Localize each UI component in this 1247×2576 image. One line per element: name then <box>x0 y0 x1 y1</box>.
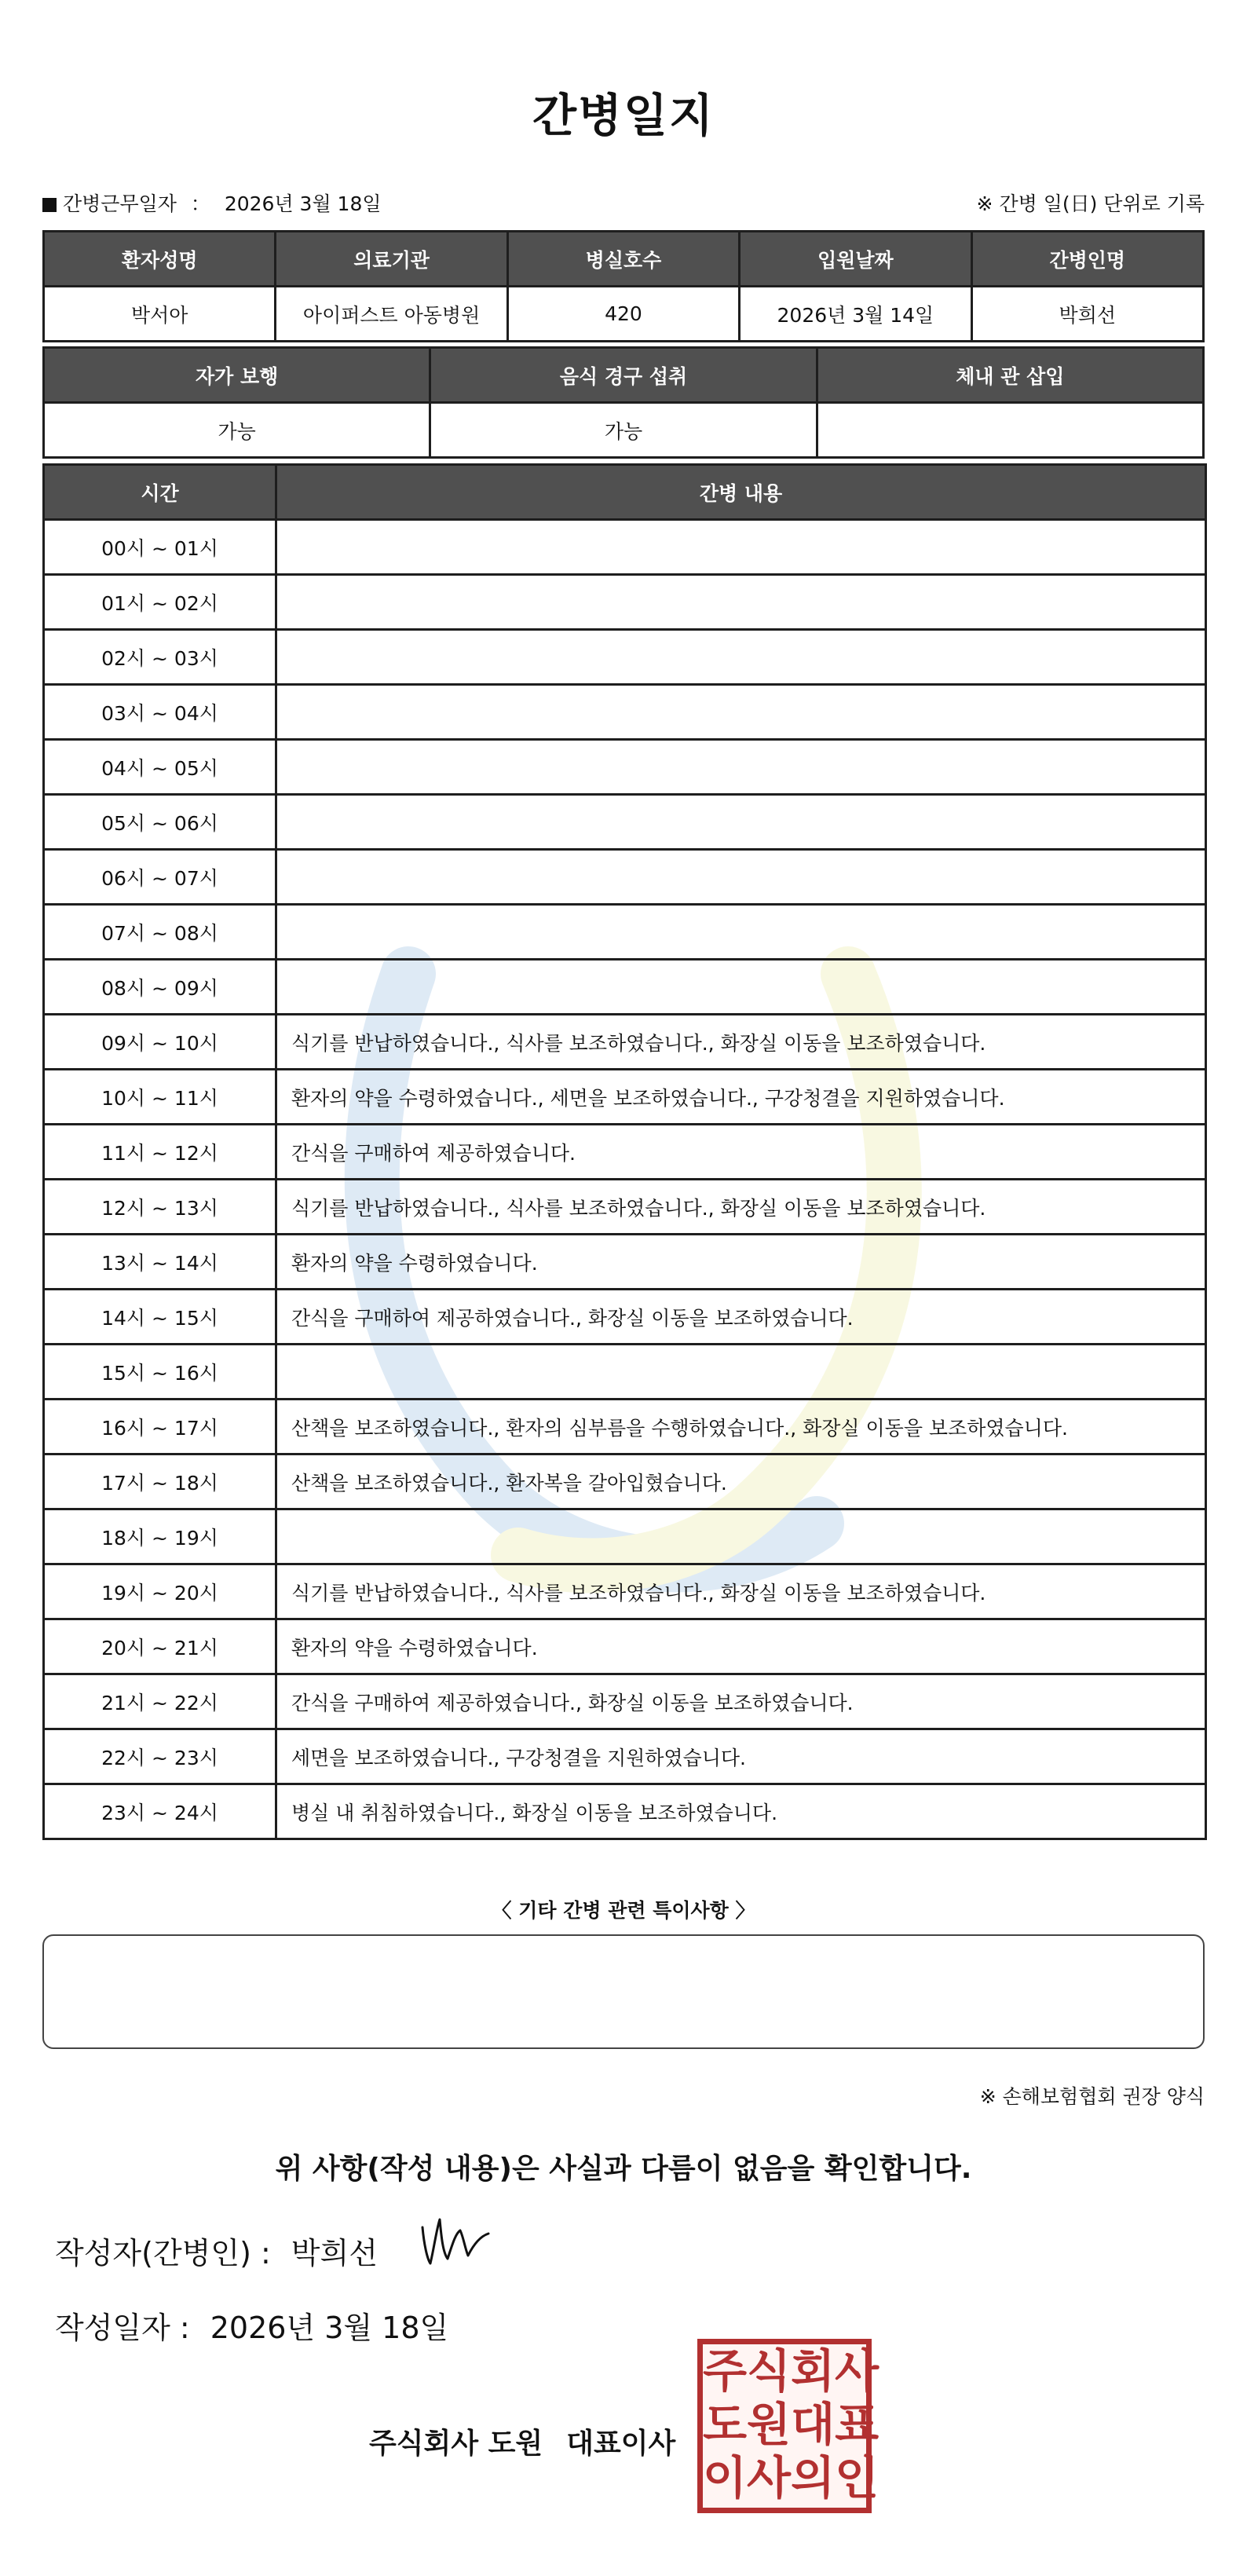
table-row <box>44 1070 1206 1125</box>
table-row <box>44 1015 1206 1070</box>
seal-character: 의 <box>791 2451 836 2505</box>
work-date-separator: ： <box>190 192 210 215</box>
time-cell: 08시 ~ 09시 <box>44 960 276 1015</box>
table-row <box>44 795 1206 850</box>
admission-date: 2026년 3월 14일 <box>740 287 971 342</box>
header-room-number: 병실호수 <box>507 232 739 287</box>
patient-info-value-row <box>44 287 1204 342</box>
table-row <box>44 1180 1206 1235</box>
time-cell: 23시 ~ 24시 <box>44 1784 276 1839</box>
time-cell: 11시 ~ 12시 <box>44 1125 276 1180</box>
time-cell: 02시 ~ 03시 <box>44 630 276 685</box>
content-cell <box>276 850 1206 905</box>
self-walking-value: 가능 <box>44 403 430 458</box>
time-cell: 13시 ~ 14시 <box>44 1235 276 1290</box>
table-row <box>44 850 1206 905</box>
written-date-line <box>55 2303 448 2347</box>
work-date-label: 간병근무일자 <box>63 192 177 215</box>
table-row <box>44 1290 1206 1345</box>
content-cell: 산책을 보조하였습니다., 환자의 심부름을 수행하였습니다., 화장실 이동을 보조하였습니다. <box>276 1400 1206 1454</box>
content-cell <box>276 1509 1206 1564</box>
time-cell: 20시 ~ 21시 <box>44 1619 276 1674</box>
table-row <box>44 905 1206 960</box>
table-row <box>44 1729 1206 1784</box>
content-cell: 세면을 보조하였습니다., 구강청결을 지원하였습니다. <box>276 1729 1206 1784</box>
time-cell: 00시 ~ 01시 <box>44 520 276 575</box>
hourly-log-header-row <box>44 465 1206 520</box>
header-oral-intake: 음식 경구 섭취 <box>430 348 817 403</box>
header-admission-date: 입원날짜 <box>740 232 971 287</box>
content-cell: 간식을 구매하여 제공하였습니다. <box>276 1125 1206 1180</box>
content-cell <box>276 520 1206 575</box>
tube-insertion-value <box>817 403 1203 458</box>
time-cell: 06시 ~ 07시 <box>44 850 276 905</box>
remarks-title: 〈 기타 간병 관련 특이사항 〉 <box>492 1899 755 1922</box>
content-cell: 식기를 반납하였습니다., 식사를 보조하였습니다., 화장실 이동을 보조하였습니다. <box>276 1015 1206 1070</box>
remarks-box <box>42 1934 1205 2049</box>
table-row <box>44 520 1206 575</box>
seal-character: 사 <box>747 2451 792 2505</box>
content-cell: 산책을 보조하였습니다., 환자복을 갈아입혔습니다. <box>276 1454 1206 1509</box>
written-date-label: 작성일자 : <box>55 2311 190 2345</box>
patient-status-value-row <box>44 403 1204 458</box>
table-row <box>44 1509 1206 1564</box>
patient-name: 박서아 <box>44 287 276 342</box>
patient-status-table <box>42 346 1205 459</box>
work-date <box>42 188 382 217</box>
header-hospital: 의료기관 <box>276 232 507 287</box>
company-signature-line <box>369 2421 675 2461</box>
table-row <box>44 1235 1206 1290</box>
seal-row <box>703 2344 879 2398</box>
time-cell: 07시 ~ 08시 <box>44 905 276 960</box>
time-cell: 17시 ~ 18시 <box>44 1454 276 1509</box>
table-row <box>44 1125 1206 1180</box>
table-row <box>44 1454 1206 1509</box>
table-row <box>44 685 1206 740</box>
seal-character: 주 <box>703 2344 748 2398</box>
table-row <box>44 1345 1206 1400</box>
seal-character: 사 <box>835 2344 879 2398</box>
table-row <box>44 960 1206 1015</box>
time-cell: 22시 ~ 23시 <box>44 1729 276 1784</box>
author-line <box>55 2229 378 2272</box>
table-row <box>44 1564 1206 1619</box>
unit-note: ※ 간병 일(日) 단위로 기록 <box>976 192 1205 215</box>
content-cell: 식기를 반납하였습니다., 식사를 보조하였습니다., 화장실 이동을 보조하였습니다. <box>276 1564 1206 1619</box>
header-care-content: 간병 내용 <box>276 465 1206 520</box>
content-cell <box>276 740 1206 795</box>
header-self-walking: 자가 보행 <box>44 348 430 403</box>
time-cell: 10시 ~ 11시 <box>44 1070 276 1125</box>
time-cell: 21시 ~ 22시 <box>44 1674 276 1729</box>
content-cell <box>276 905 1206 960</box>
seal-character: 인 <box>835 2451 879 2505</box>
hourly-log-table <box>42 463 1207 1840</box>
patient-info-header-row <box>44 232 1204 287</box>
company-representative-title: 대표이사 <box>566 2428 676 2460</box>
time-cell: 14시 ~ 15시 <box>44 1290 276 1345</box>
header-time: 시간 <box>44 465 276 520</box>
confirmation-statement: 위 사항(작성 내용)은 사실과 다름이 없음을 확인합니다. <box>275 2153 972 2185</box>
written-date-value: 2026년 3월 18일 <box>210 2311 449 2345</box>
patient-status-header-row <box>44 348 1204 403</box>
table-row <box>44 1674 1206 1729</box>
table-row <box>44 1784 1206 1839</box>
time-cell: 04시 ~ 05시 <box>44 740 276 795</box>
company-name: 주식회사 도원 <box>369 2428 543 2460</box>
company-seal-stamp <box>697 2339 879 2513</box>
content-cell: 환자의 약을 수령하였습니다. <box>276 1619 1206 1674</box>
association-note: ※ 손해보험협회 권장 양식 <box>979 2085 1205 2108</box>
hospital-name: 아이퍼스트 아동병원 <box>276 287 507 342</box>
time-cell: 18시 ~ 19시 <box>44 1509 276 1564</box>
content-cell: 병실 내 취침하였습니다., 화장실 이동을 보조하였습니다. <box>276 1784 1206 1839</box>
header-patient-name: 환자성명 <box>44 232 276 287</box>
content-cell: 간식을 구매하여 제공하였습니다., 화장실 이동을 보조하였습니다. <box>276 1290 1206 1345</box>
content-cell: 환자의 약을 수령하였습니다., 세면을 보조하였습니다., 구강청결을 지원하였습니다. <box>276 1070 1206 1125</box>
seal-character: 원 <box>747 2398 792 2451</box>
content-cell <box>276 960 1206 1015</box>
seal-character: 표 <box>835 2398 879 2451</box>
header-tube-insertion: 체내 관 삽입 <box>817 348 1203 403</box>
time-cell: 12시 ~ 13시 <box>44 1180 276 1235</box>
time-cell: 19시 ~ 20시 <box>44 1564 276 1619</box>
time-cell: 16시 ~ 17시 <box>44 1400 276 1454</box>
seal-character: 식 <box>747 2344 792 2398</box>
caregiver-name: 박희선 <box>971 287 1203 342</box>
seal-row <box>703 2451 879 2505</box>
table-row <box>44 1619 1206 1674</box>
work-date-value: 2026년 3월 18일 <box>224 192 382 215</box>
seal-character: 회 <box>791 2344 836 2398</box>
seal-character: 이 <box>703 2451 748 2505</box>
time-cell: 15시 ~ 16시 <box>44 1345 276 1400</box>
hourly-log-body <box>44 520 1206 1839</box>
seal-character: 도 <box>703 2398 748 2451</box>
content-cell <box>276 795 1206 850</box>
content-cell: 식기를 반납하였습니다., 식사를 보조하였습니다., 화장실 이동을 보조하였습니다. <box>276 1180 1206 1235</box>
content-cell <box>276 1345 1206 1400</box>
content-cell: 간식을 구매하여 제공하였습니다., 화장실 이동을 보조하였습니다. <box>276 1674 1206 1729</box>
header-caregiver-name: 간병인명 <box>971 232 1203 287</box>
author-value: 박희선 <box>291 2236 378 2270</box>
time-cell: 09시 ~ 10시 <box>44 1015 276 1070</box>
author-label: 작성자(간병인) : <box>55 2236 271 2270</box>
time-cell: 03시 ~ 04시 <box>44 685 276 740</box>
square-bullet-icon <box>42 198 57 212</box>
content-cell <box>276 575 1206 630</box>
content-cell: 환자의 약을 수령하였습니다. <box>276 1235 1206 1290</box>
table-row <box>44 1400 1206 1454</box>
table-row <box>44 740 1206 795</box>
handwritten-signature <box>416 2213 495 2272</box>
seal-character: 대 <box>791 2398 836 2451</box>
time-cell: 05시 ~ 06시 <box>44 795 276 850</box>
content-cell <box>276 685 1206 740</box>
patient-info-table <box>42 230 1205 342</box>
seal-row <box>703 2398 879 2451</box>
time-cell: 01시 ~ 02시 <box>44 575 276 630</box>
oral-intake-value: 가능 <box>430 403 817 458</box>
document-title: 간병일지 <box>532 89 715 142</box>
table-row <box>44 575 1206 630</box>
table-row <box>44 630 1206 685</box>
room-number: 420 <box>507 287 739 342</box>
content-cell <box>276 630 1206 685</box>
